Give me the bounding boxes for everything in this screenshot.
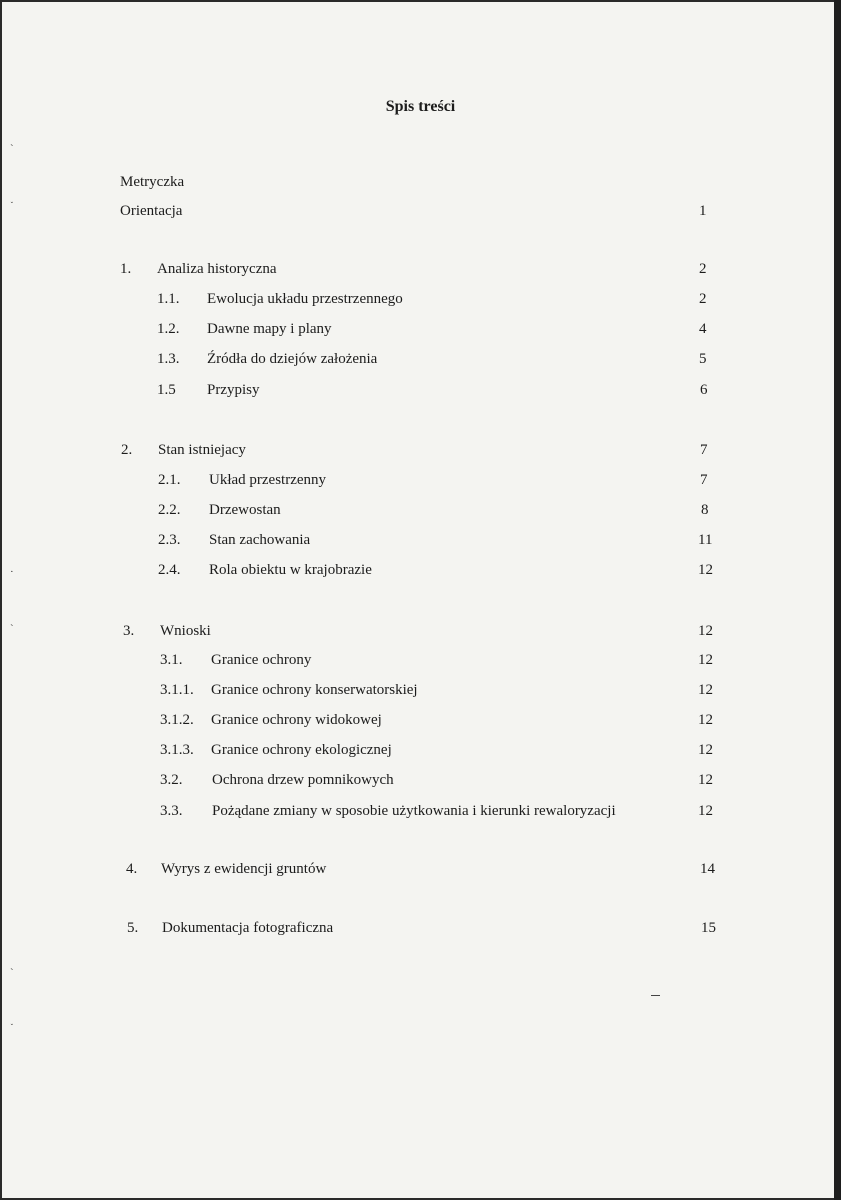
toc-entry-label: Przypisy bbox=[207, 382, 260, 398]
scan-speck: ˴ bbox=[10, 962, 14, 974]
toc-entry-page: 7 bbox=[700, 472, 708, 488]
toc-entry-label: Pożądane zmiany w sposobie użytkowania i kierunki rewaloryzacji bbox=[212, 803, 616, 819]
toc-entry-number: 1.5 bbox=[157, 382, 176, 398]
toc-entry-page: 15 bbox=[701, 920, 716, 936]
toc-entry-label: Granice ochrony widokowej bbox=[211, 712, 382, 728]
toc-entry-label: Wyrys z ewidencji gruntów bbox=[161, 861, 327, 877]
toc-entry bbox=[0, 559, 841, 581]
toc-entry-number: 1.1. bbox=[157, 291, 180, 307]
toc-entry bbox=[0, 739, 841, 761]
page-title: Spis treści bbox=[385, 98, 456, 115]
toc-entry-label: Granice ochrony ekologicznej bbox=[211, 742, 392, 758]
toc-entry bbox=[0, 200, 841, 222]
toc-entry-number: 3.1. bbox=[160, 652, 183, 668]
scan-dash bbox=[651, 995, 660, 996]
toc-entry bbox=[0, 499, 841, 521]
toc-entry-number: 2.3. bbox=[158, 532, 181, 548]
toc-entry-label: Stan zachowania bbox=[209, 532, 311, 548]
toc-entry-page: 12 bbox=[698, 803, 713, 819]
toc-entry-label: Metryczka bbox=[120, 174, 185, 190]
toc-entry-number: 4. bbox=[126, 861, 138, 877]
toc-entry-label: Stan istniejacy bbox=[158, 442, 246, 458]
toc-entry bbox=[0, 348, 841, 370]
toc-entry-number: 5. bbox=[127, 920, 139, 936]
toc-entry-number: 3.2. bbox=[160, 772, 183, 788]
toc-entry-page: 12 bbox=[698, 682, 713, 698]
scan-speck: ˴ bbox=[10, 618, 14, 630]
toc-entry-label: Drzewostan bbox=[209, 502, 281, 518]
toc-entry-page: 12 bbox=[698, 623, 713, 639]
toc-entry-label: Wnioski bbox=[160, 623, 211, 639]
toc-entry-page: 2 bbox=[699, 261, 707, 277]
toc-entry-label: Układ przestrzenny bbox=[209, 472, 327, 488]
toc-entry-page: 6 bbox=[700, 382, 708, 398]
toc-entry-page: 11 bbox=[698, 532, 713, 548]
toc-entry-label: Granice ochrony bbox=[211, 652, 312, 668]
toc-entry bbox=[0, 620, 841, 642]
toc-entry-page: 8 bbox=[701, 502, 709, 518]
toc-entry-number: 3.1.2. bbox=[160, 712, 194, 728]
toc-entry-page: 7 bbox=[700, 442, 708, 458]
toc-entry-label: Źródła do dziejów założenia bbox=[207, 351, 378, 367]
scan-speck: ˯ bbox=[10, 192, 14, 204]
toc-entry-page: 4 bbox=[699, 321, 707, 337]
toc-entry-label: Dawne mapy i plany bbox=[207, 321, 332, 337]
toc-entry-page: 1 bbox=[699, 203, 707, 219]
toc-entry bbox=[0, 529, 841, 551]
toc-entry bbox=[0, 649, 841, 671]
toc-entry-label: Ewolucja układu przestrzennego bbox=[207, 291, 403, 307]
toc-entry bbox=[0, 679, 841, 701]
toc-entry bbox=[0, 258, 841, 280]
scan-speck: · bbox=[10, 566, 14, 578]
toc-entry bbox=[0, 318, 841, 340]
toc-entry-label: Granice ochrony konserwatorskiej bbox=[211, 682, 418, 698]
toc-entry-number: 1.3. bbox=[157, 351, 180, 367]
toc-entry-label: Orientacja bbox=[120, 203, 183, 219]
toc-entry-number: 2.1. bbox=[158, 472, 181, 488]
toc-entry-number: 3.3. bbox=[160, 803, 183, 819]
toc-entry-number: 2.4. bbox=[158, 562, 181, 578]
toc-entry-number: 3. bbox=[123, 623, 135, 639]
toc-entry bbox=[0, 800, 841, 822]
toc-entry-number: 2. bbox=[121, 442, 133, 458]
toc-entry bbox=[0, 379, 841, 401]
toc-entry bbox=[0, 858, 841, 880]
toc-entry bbox=[0, 288, 841, 310]
toc-entry-label: Rola obiektu w krajobrazie bbox=[209, 562, 372, 578]
toc-entry-page: 12 bbox=[698, 742, 713, 758]
toc-entry-page: 14 bbox=[700, 861, 715, 877]
scan-speck: ˴ bbox=[10, 138, 14, 150]
toc-entry-number: 3.1.3. bbox=[160, 742, 194, 758]
toc-entry-page: 12 bbox=[698, 652, 713, 668]
toc-entry bbox=[0, 469, 841, 491]
toc-entry-page: 2 bbox=[699, 291, 707, 307]
toc-entry bbox=[0, 769, 841, 791]
toc-entry-page: 12 bbox=[698, 772, 713, 788]
toc-entry bbox=[0, 917, 841, 939]
toc-entry-page: 5 bbox=[699, 351, 707, 367]
toc-entry-number: 2.2. bbox=[158, 502, 181, 518]
toc-entry-number: 3.1.1. bbox=[160, 682, 194, 698]
toc-entry-label: Dokumentacja fotograficzna bbox=[162, 920, 334, 936]
toc-entry-number: 1.2. bbox=[157, 321, 180, 337]
toc-entry-label: Ochrona drzew pomnikowych bbox=[212, 772, 394, 788]
toc-entry-number: 1. bbox=[120, 261, 132, 277]
scan-speck: ˯ bbox=[10, 1014, 14, 1026]
toc-entry bbox=[0, 171, 841, 193]
toc-entry bbox=[0, 709, 841, 731]
toc-entry bbox=[0, 439, 841, 461]
toc-entry-label: Analiza historyczna bbox=[157, 261, 277, 277]
toc-entry-page: 12 bbox=[698, 712, 713, 728]
toc-entry-page: 12 bbox=[698, 562, 713, 578]
